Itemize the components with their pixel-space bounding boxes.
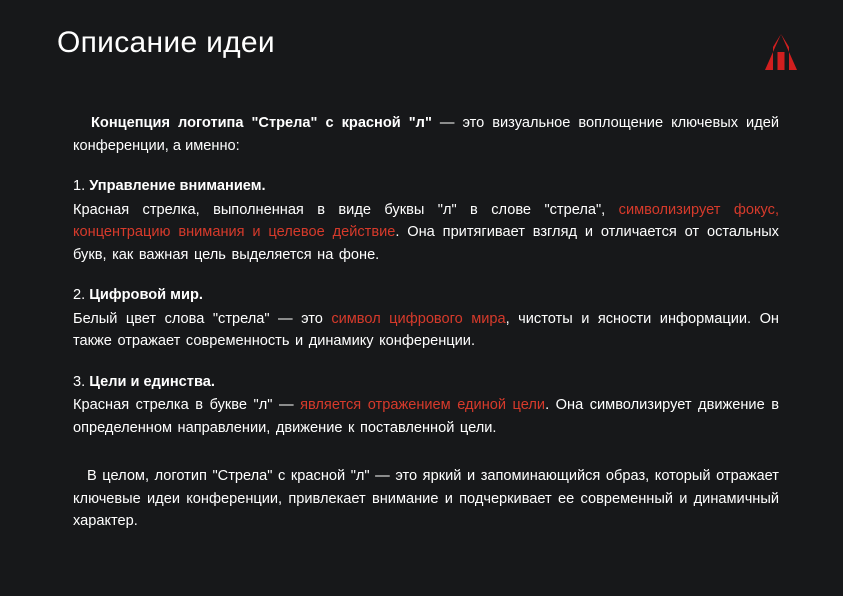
- section-item: [73, 175, 779, 266]
- section-number: 3.: [73, 373, 86, 390]
- page-title: Описание идеи: [57, 26, 275, 59]
- section-text-before: Белый цвет слова "стрела" — это: [73, 310, 332, 327]
- section-heading-text: Цели и единства.: [89, 373, 215, 390]
- section-text-after: , чистоты и ясности информации. Он также отражает современность и динамику конференции.: [73, 310, 779, 349]
- section-item: [73, 284, 779, 353]
- slide-body: [73, 112, 779, 533]
- section-accent-text: является отражением единой цели: [300, 397, 546, 413]
- section-number: 1.: [73, 178, 86, 194]
- section-heading-text: Управление вниманием.: [89, 178, 266, 194]
- section-body: [73, 308, 779, 353]
- section-heading: [73, 284, 779, 307]
- section-heading: [73, 175, 779, 198]
- section-number: 2.: [73, 287, 86, 303]
- section-body: [73, 199, 779, 267]
- section-item: [73, 371, 779, 440]
- outro-paragraph: В целом, логотип "Стрела" с красной "л" — это яркий и запоминающийся образ, который отражает ключевые идеи конференции, привлекает внимание и подчеркивает ее современный и динамичный характер.: [73, 468, 779, 529]
- section-text-before: Красная стрелка в букве "л" —: [73, 397, 301, 413]
- section-accent-text: символ цифрового мира: [331, 310, 506, 327]
- section-accent-text: символизирует фокус, концентрацию внимания и целевое действие: [73, 201, 779, 240]
- section-heading-text: Цифровой мир.: [89, 287, 203, 303]
- section-body: [73, 394, 779, 439]
- arrow-logo-icon: [761, 32, 801, 72]
- section-heading: [73, 371, 779, 394]
- intro-paragraph: [73, 112, 779, 157]
- intro-bold: Концепция логотипа "Стрела" с красной "л": [91, 115, 432, 131]
- section-text-after: . Она символизирует движение в определенном направлении, движение к поставленной цели.: [73, 397, 779, 436]
- section-text-after: . Она притягивает взгляд и отличается от остальных букв, как важная цель выделяется на фоне.: [73, 224, 779, 263]
- intro-rest: — это визуальное воплощение ключевых идей конференции, а именно:: [73, 115, 779, 154]
- section-text-before: Красная стрелка, выполненная в виде буквы "л" в слове "стрела",: [73, 201, 619, 218]
